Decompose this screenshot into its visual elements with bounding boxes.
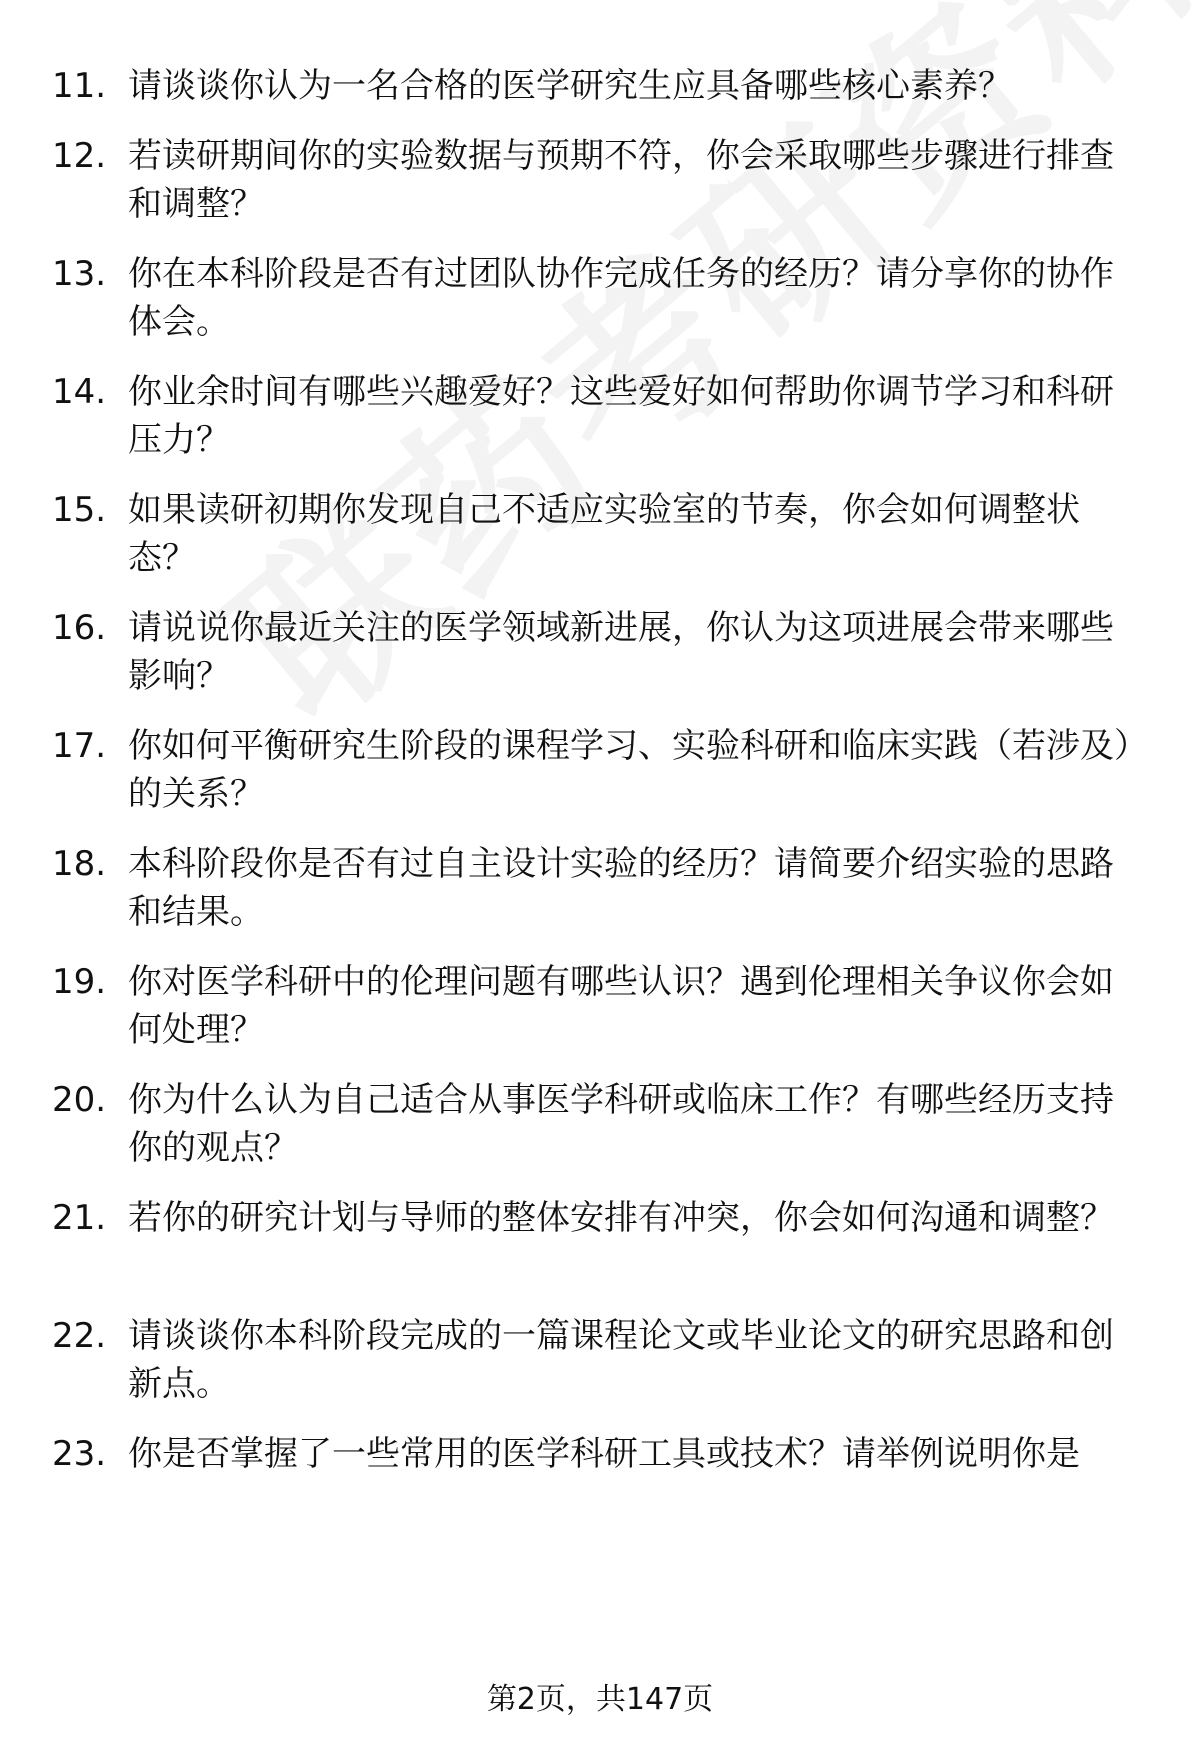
question-number: 23.	[52, 1434, 107, 1474]
question-text: 你业余时间有哪些兴趣爱好？这些爱好如何帮助你调节学习和科研压力？	[128, 372, 1114, 460]
question-text: 本科阶段你是否有过自主设计实验的经历？请简要介绍实验的思路和结果。	[128, 844, 1114, 932]
question-number: 21.	[52, 1198, 107, 1238]
question-number: 15.	[52, 490, 107, 530]
question-text: 你是否掌握了一些常用的医学科研工具或技术？请举例说明你是	[128, 1434, 1080, 1474]
question-text: 你如何平衡研究生阶段的课程学习、实验科研和临床实践（若涉及）的关系？	[128, 726, 1131, 814]
question-text: 请谈谈你认为一名合格的医学研究生应具备哪些核心素养？	[128, 66, 1012, 106]
question-number: 19.	[52, 962, 107, 1002]
question-text: 你在本科阶段是否有过团队协作完成任务的经历？请分享你的协作体会。	[128, 254, 1114, 342]
question-text: 你为什么认为自己适合从事医学科研或临床工作？有哪些经历支持你的观点？	[128, 1080, 1114, 1168]
question-text: 请谈谈你本科阶段完成的一篇课程论文或毕业论文的研究思路和创新点。	[128, 1316, 1114, 1404]
question-number: 11.	[52, 66, 107, 106]
question-number: 17.	[52, 726, 107, 766]
question-number: 18.	[52, 844, 107, 884]
question-text: 如果读研初期你发现自己不适应实验室的节奏，你会如何调整状态？	[128, 490, 1080, 578]
question-number: 14.	[52, 372, 107, 412]
question-number: 22.	[52, 1316, 107, 1356]
question-number: 16.	[52, 608, 107, 648]
question-number: 20.	[52, 1080, 107, 1120]
question-number: 13.	[52, 254, 107, 294]
question-text: 请说说你最近关注的医学领域新进展，你认为这项进展会带来哪些影响？	[128, 608, 1114, 696]
question-text: 若你的研究计划与导师的整体安排有冲突，你会如何沟通和调整？	[128, 1198, 1114, 1238]
question-text: 若读研期间你的实验数据与预期不符，你会采取哪些步骤进行排查和调整？	[128, 136, 1114, 224]
question-number: 12.	[52, 136, 107, 176]
question-text: 你对医学科研中的伦理问题有哪些认识？遇到伦理相关争议你会如何处理？	[128, 962, 1114, 1050]
page-footer: 第2页，共147页	[486, 1682, 714, 1717]
